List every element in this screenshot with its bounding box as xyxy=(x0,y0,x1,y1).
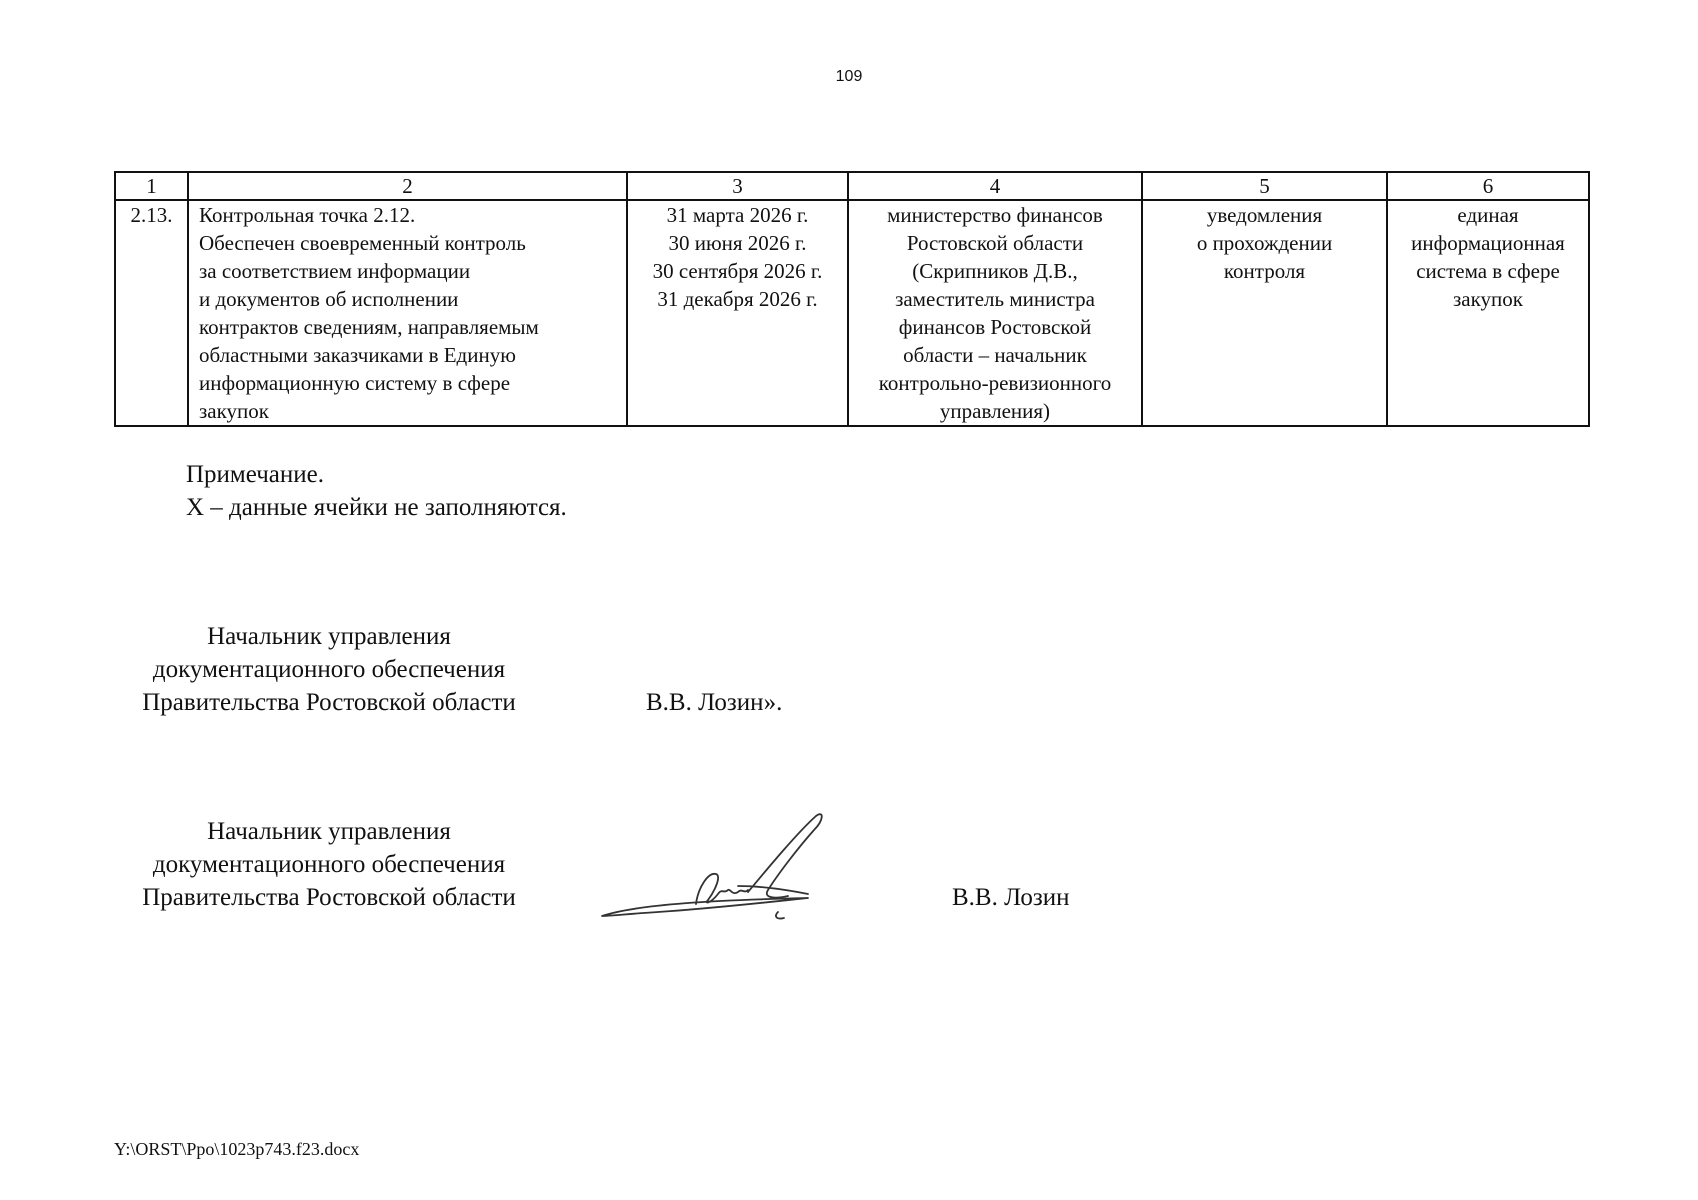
dates-cell xyxy=(627,200,848,426)
signatory-title-line: Начальник управления xyxy=(207,623,451,650)
description-line: контрактов сведениям, направляемым xyxy=(199,315,539,339)
responsible-line: Ростовской области xyxy=(906,231,1084,255)
column-header: 6 xyxy=(1387,172,1589,200)
description-line: и документов об исполнении xyxy=(199,287,459,311)
signatory-title-line: Начальник управления xyxy=(207,818,451,845)
page-number: 109 xyxy=(835,68,863,85)
responsible-line: области – начальник xyxy=(903,343,1087,367)
column-header: 5 xyxy=(1142,172,1387,200)
responsible-line: заместитель министра xyxy=(895,287,1095,311)
note xyxy=(186,458,567,524)
description-line: областными заказчиками в Единую xyxy=(199,343,516,367)
date-line: 30 сентября 2026 г. xyxy=(652,259,823,283)
system-line: система в сфере xyxy=(1416,259,1560,283)
signatory-title-line: документационного обеспечения xyxy=(152,656,506,683)
signatory-name: В.В. Лозин». xyxy=(646,689,783,716)
signatory-name: В.В. Лозин xyxy=(952,884,1070,911)
description-cell xyxy=(188,200,627,426)
table-header-row xyxy=(115,172,1589,200)
result-line: контроля xyxy=(1223,259,1306,283)
signatory-title-line: Правительства Ростовской области xyxy=(142,689,516,716)
signatory-title xyxy=(114,620,544,719)
column-header: 3 xyxy=(627,172,848,200)
handwritten-signature xyxy=(598,808,882,930)
responsible-cell xyxy=(848,200,1142,426)
responsible-line: контрольно-ревизионного xyxy=(878,371,1112,395)
row-number: 2.13. xyxy=(130,203,173,227)
responsible-line: управления) xyxy=(939,399,1051,423)
result-cell xyxy=(1142,200,1387,426)
result-line: о прохождении xyxy=(1196,231,1333,255)
row-number-cell xyxy=(115,200,188,426)
table-row xyxy=(115,200,1589,426)
note-title: Примечание. xyxy=(186,461,325,488)
date-line: 31 марта 2026 г. xyxy=(666,203,809,227)
file-path: Y:\ORST\Ppo\1023p743.f23.docx xyxy=(114,1139,360,1159)
system-line: единая xyxy=(1457,203,1519,227)
result-line: уведомления xyxy=(1206,203,1323,227)
note-text: Х – данные ячейки не заполняются. xyxy=(186,494,567,521)
system-line: информационная xyxy=(1411,231,1565,255)
column-header: 2 xyxy=(188,172,627,200)
description-line: закупок xyxy=(199,399,269,423)
signatory-title-line: Правительства Ростовской области xyxy=(142,884,516,911)
description-line: Контрольная точка 2.12. xyxy=(199,203,416,227)
signatory-title xyxy=(114,815,544,914)
system-line: закупок xyxy=(1453,287,1523,311)
description-line: за соответствием информации xyxy=(199,259,471,283)
column-header: 1 xyxy=(115,172,188,200)
responsible-line: министерство финансов xyxy=(887,203,1103,227)
signatory-title-line: документационного обеспечения xyxy=(152,851,506,878)
column-header: 4 xyxy=(848,172,1142,200)
responsible-line: (Скрипников Д.В., xyxy=(912,259,1078,283)
date-line: 30 июня 2026 г. xyxy=(668,231,807,255)
date-line: 31 декабря 2026 г. xyxy=(657,287,818,311)
description-line: информационную систему в сфере xyxy=(199,371,511,395)
description-line: Обеспечен своевременный контроль xyxy=(199,231,526,255)
system-cell xyxy=(1387,200,1589,426)
responsible-line: финансов Ростовской xyxy=(898,315,1092,339)
plan-table xyxy=(114,171,1590,427)
